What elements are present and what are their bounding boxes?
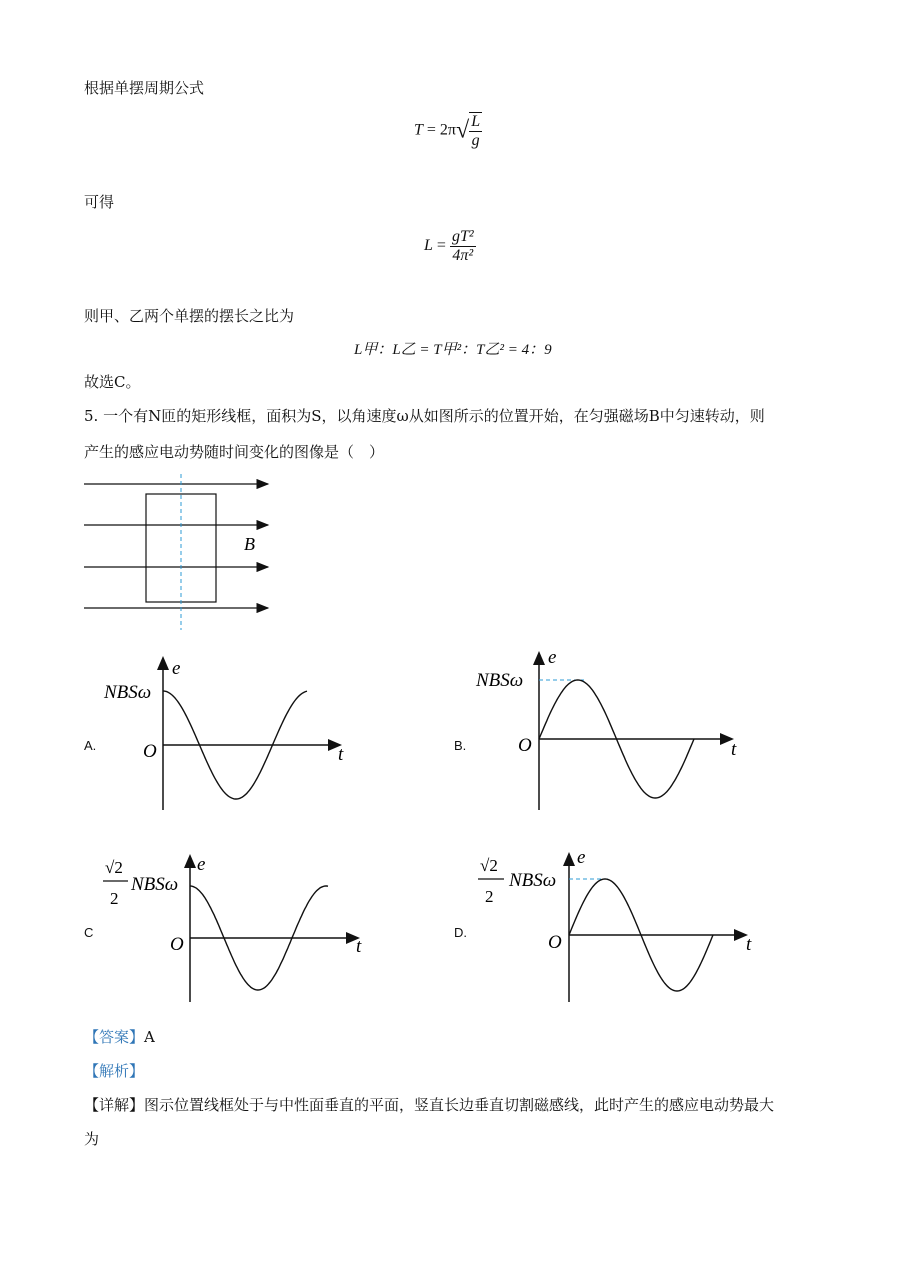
peak-label: NBSω	[509, 870, 557, 891]
e-axis-label: e	[548, 647, 557, 668]
option-a-label: A.	[84, 738, 97, 753]
e-axis-label: e	[577, 847, 586, 868]
detail-tag: 【详解】	[84, 1096, 145, 1114]
peak-coefficient-den: 2	[485, 887, 494, 906]
detail-line1	[84, 1095, 774, 1115]
formula1-num: L	[471, 113, 481, 130]
e-axis-label: e	[172, 658, 181, 679]
option-d-graph	[474, 846, 764, 1006]
formula2-eq: =	[432, 237, 450, 255]
t-axis-label: t	[746, 934, 752, 955]
field-figure	[84, 474, 280, 630]
e-axis-label: e	[197, 854, 206, 875]
origin-label: O	[170, 934, 184, 955]
formula2-lhs: L	[424, 237, 433, 255]
t-axis-label: t	[731, 739, 737, 760]
analysis-line	[84, 1061, 144, 1081]
option-c-label: C	[84, 925, 94, 940]
ratio-formula: L甲：L乙 = T甲²：T乙² = 4：9	[354, 342, 552, 358]
formula2-num: gT²	[451, 228, 474, 245]
formula1-lhs: T	[414, 121, 423, 139]
peak-coefficient-den: 2	[110, 889, 119, 908]
formula1-den: g	[471, 132, 480, 149]
question-line1: 5. 一个有N匝的矩形线框，面积为S，以角速度ω从如图所示的位置开始，在匀强磁场B中匀速转动，则	[84, 407, 765, 425]
peak-label: NBSω	[131, 874, 179, 895]
t-axis-label: t	[356, 936, 362, 957]
answer-line	[84, 1027, 155, 1047]
peak-coefficient-num: √2	[480, 856, 498, 875]
analysis-tag: 【解析】	[84, 1062, 145, 1080]
period-formula: T = 2π√ $\frac{L}{g}$	[414, 113, 481, 149]
origin-label: O	[518, 735, 532, 756]
option-a-graph	[100, 650, 360, 820]
option-d-label: D.	[454, 925, 467, 940]
intro-text: 根据单摆周期公式	[84, 79, 205, 97]
option-b-label: B.	[454, 738, 467, 753]
choose-text: 故选C。	[84, 373, 141, 391]
peak-label: NBSω	[104, 682, 152, 703]
detail-line2: 为	[84, 1130, 100, 1148]
field-label-b: B	[244, 534, 255, 554]
answer-value: A	[144, 1028, 155, 1046]
answer-tag: 【答案】	[84, 1028, 145, 1046]
peak-coefficient-num: √2	[105, 858, 123, 877]
formula1-eq: = 2π	[422, 121, 457, 139]
ratio-intro: 则甲、乙两个单摆的摆长之比为	[84, 307, 295, 325]
question-line2: 产生的感应电动势随时间变化的图像是（ ）	[84, 443, 385, 461]
peak-label: NBSω	[476, 670, 524, 691]
origin-label: O	[548, 932, 562, 953]
option-c-graph	[100, 846, 370, 1006]
length-formula	[424, 228, 476, 265]
then-text: 可得	[84, 193, 115, 211]
origin-label: O	[143, 741, 157, 762]
formula2-den: 4π²	[452, 247, 474, 264]
detail-text: 图示位置线框处于与中性面垂直的平面，竖直长边垂直切割磁感线，此时产生的感应电动势最大	[144, 1096, 775, 1114]
option-b-graph	[472, 645, 752, 815]
t-axis-label: t	[338, 744, 344, 765]
